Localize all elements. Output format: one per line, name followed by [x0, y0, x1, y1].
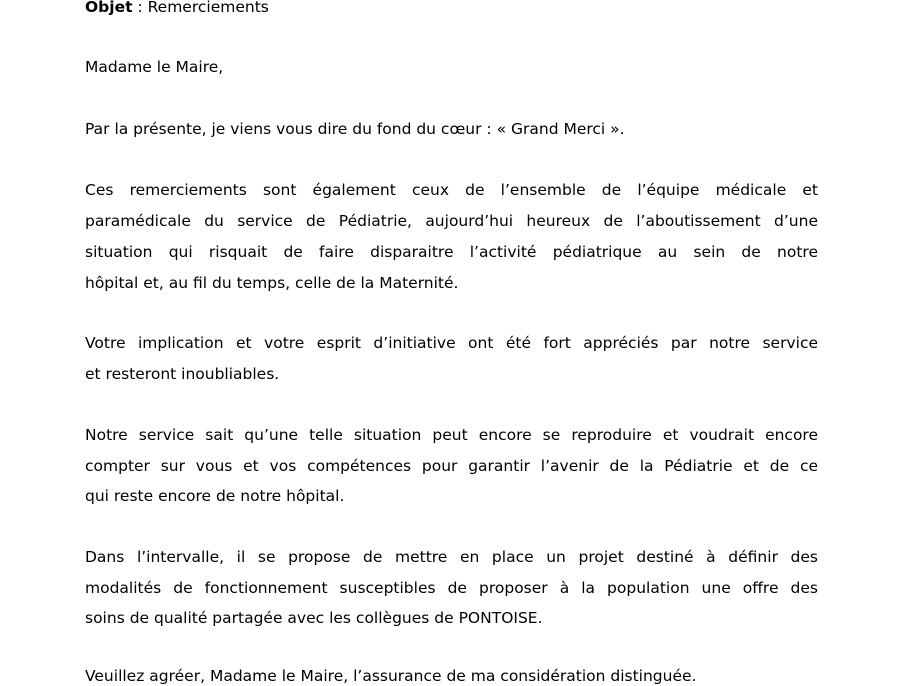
paragraph-1-line-1: Par la présente, je viens vous dire du fond du cœur : « Grand Merci ». — [85, 120, 625, 138]
paragraph-5-line-3: soins de qualité partagée avec les collègues de PONTOISE. — [85, 609, 543, 627]
paragraph-3-line-1: Votre implication et votre esprit d’initiative ont été fort appréciés par notre service — [85, 334, 818, 352]
paragraph-2-line-3: situation qui risquait de faire disparaitre l’activité pédiatrique au sein de notre — [85, 243, 818, 261]
subject-label: Objet — [85, 0, 133, 16]
paragraph-6-line-1: Veuillez agréer, Madame le Maire, l’assurance de ma considération distinguée. — [85, 667, 697, 685]
subject-text: Remerciements — [147, 0, 269, 16]
paragraph-4-line-3: qui reste encore de notre hôpital. — [85, 487, 345, 505]
paragraph-2-line-1: Ces remerciements sont également ceux de l’ensemble de l’équipe médicale et — [85, 181, 818, 199]
paragraph-5-line-2: modalités de fonctionnement susceptibles de proposer à la population une offre des — [85, 579, 818, 597]
paragraph-4-line-1: Notre service sait qu’une telle situation peut encore se reproduire et voudrait encore — [85, 426, 818, 444]
paragraph-2-line-4: hôpital et, au fil du temps, celle de la Maternité. — [85, 274, 459, 292]
salutation: Madame le Maire, — [85, 58, 224, 76]
paragraph-2-line-2: paramédicale du service de Pédiatrie, aujourd’hui heureux de l’aboutissement d’une — [85, 212, 818, 230]
paragraph-4-line-2: compter sur vous et vos compétences pour garantir l’avenir de la Pédiatrie et de ce — [85, 457, 818, 475]
subject-line — [85, 0, 269, 17]
paragraph-3-line-2: et resteront inoubliables. — [85, 365, 280, 383]
paragraph-5-line-1: Dans l’intervalle, il se propose de mettre en place un projet destiné à définir des — [85, 548, 818, 566]
subject-separator: : — [132, 0, 148, 16]
